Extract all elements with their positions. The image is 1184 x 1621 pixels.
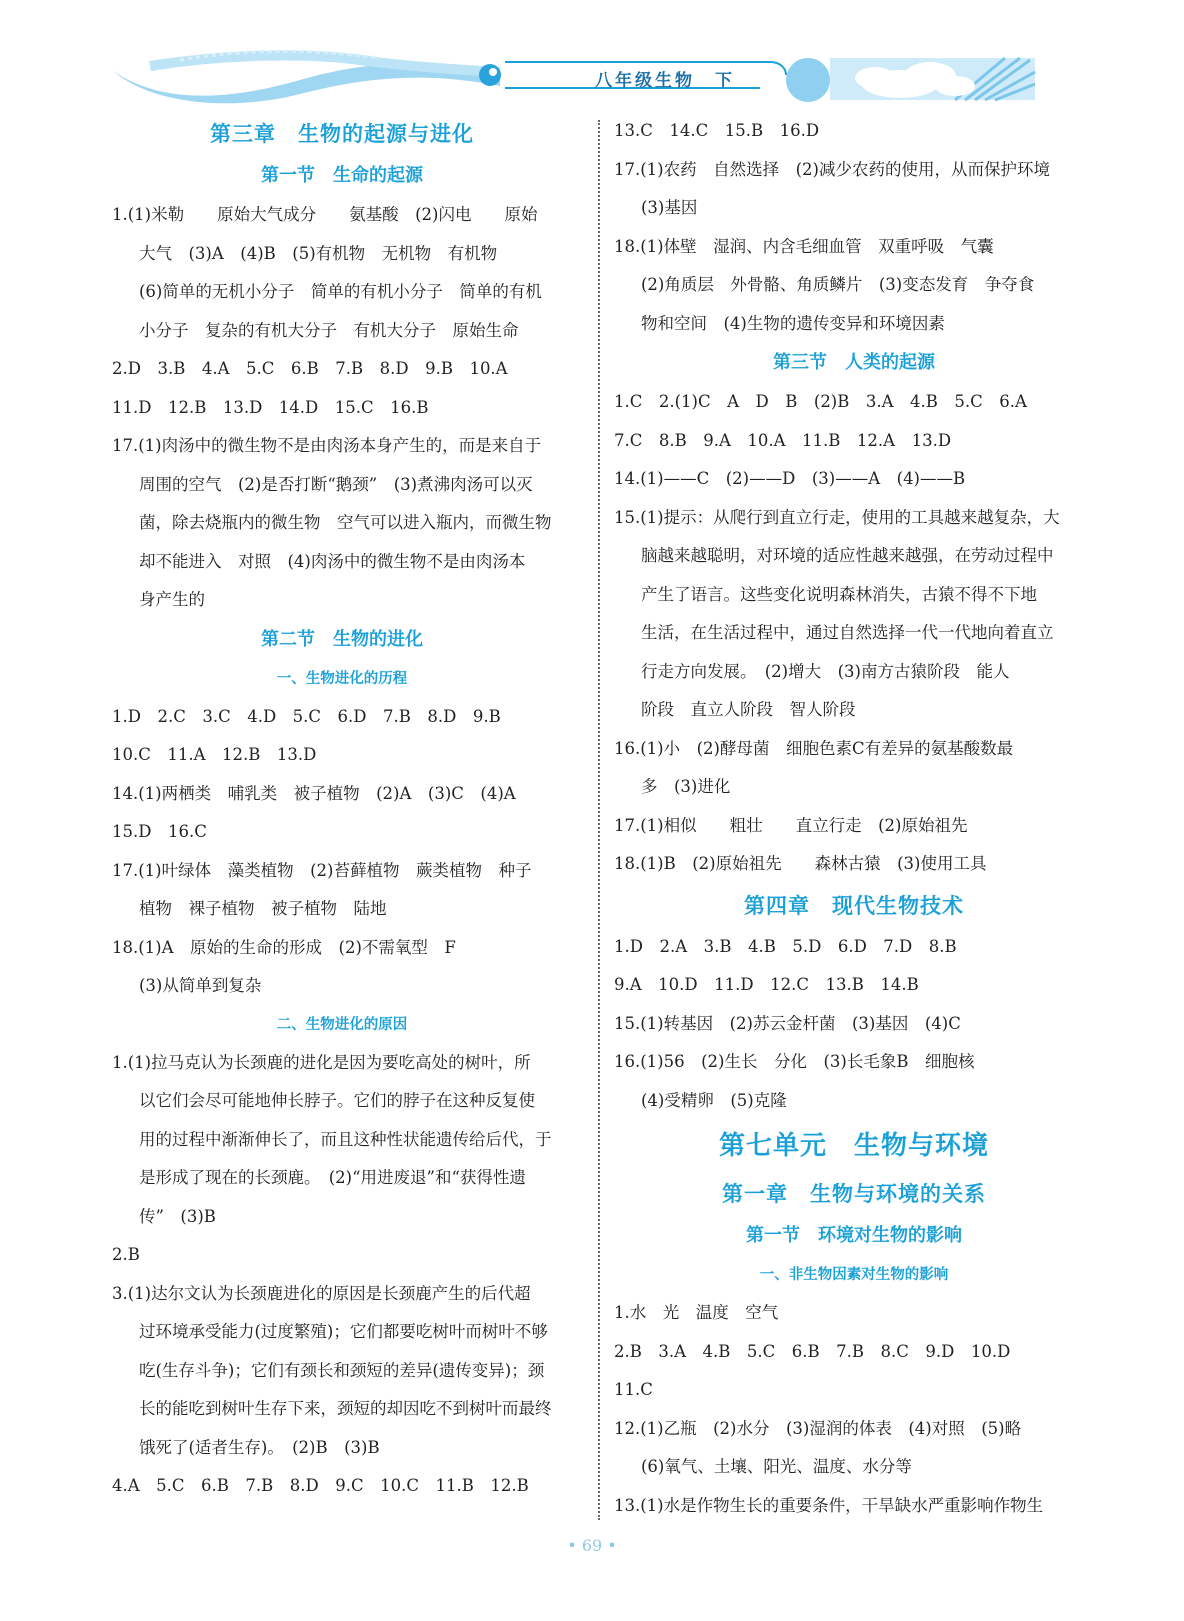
- answer-line: 11.D 12.B 13.D 14.D 15.C 16.B: [112, 397, 429, 417]
- sun-icon: [786, 58, 830, 102]
- answer-line: 10.C 11.A 12.B 13.D: [112, 745, 317, 764]
- answer-line: 15.(1)转基因 (2)苏云金杆菌 (3)基因 (4)C: [614, 1013, 961, 1033]
- section-heading: 第一节 生命的起源: [261, 165, 423, 186]
- answer-continuation-line: 大气 (3)A (4)B (5)有机物 无机物 有机物: [139, 243, 498, 263]
- answer-continuation-line: 行走方向发展。 (2)增大 (3)南方古猿阶段 能人: [641, 661, 1010, 681]
- answer-line: 1.水 光 温度 空气: [614, 1303, 779, 1322]
- answer-continuation-line: 饿死了(适者生存)。 (2)B (3)B: [139, 1437, 380, 1457]
- answer-continuation-line: (2)角质层 外骨骼、角质鳞片 (3)变态发育 争夺食: [641, 275, 1035, 294]
- page-number: • 69 •: [567, 1536, 617, 1555]
- answer-line: 13.C 14.C 15.B 16.D: [614, 121, 820, 140]
- answer-line: 18.(1)B (2)原始祖先 森林古猿 (3)使用工具: [614, 854, 987, 873]
- answer-line: 3.(1)达尔文认为长颈鹿进化的原因是长颈鹿产生的后代超: [112, 1283, 531, 1303]
- answer-continuation-line: 生活，在生活过程中，通过自然选择一代一代地向着直立: [641, 623, 1054, 642]
- answer-line: 1.(1)拉马克认为长颈鹿的进化是因为要吃高处的树叶，所: [112, 1052, 531, 1072]
- chapter-heading: 第四章 现代生物技术: [744, 893, 964, 918]
- left-column: [112, 112, 572, 1506]
- answer-line: 1.D 2.A 3.B 4.B 5.D 6.D 7.D 8.B: [614, 936, 957, 956]
- answer-continuation-line: 身产生的: [139, 590, 205, 609]
- answer-line: 1.C 2.(1)C A D B (2)B 3.A 4.B 5.C 6.A: [614, 392, 1027, 411]
- answer-line: 17.(1)相似 粗壮 直立行走 (2)原始祖先: [614, 815, 968, 835]
- header-title: 八年级生物 下: [595, 71, 735, 91]
- section-heading: 第二节 生物的进化: [261, 628, 423, 650]
- answer-continuation-line: 多 (3)进化: [641, 777, 731, 796]
- chapter-heading: 第一章 生物与环境的关系: [722, 1182, 986, 1206]
- answer-continuation-line: 周围的空气 (2)是否打断“鹅颈” (3)煮沸肉汤可以灭: [139, 474, 533, 494]
- answer-line: 15.(1)提示：从爬行到直立行走，使用的工具越来越复杂，大: [614, 507, 1060, 527]
- answer-continuation-line: 长的能吃到树叶生存下来，颈短的却因吃不到树叶而最终: [139, 1399, 552, 1418]
- answer-continuation-line: (6)简单的无机小分子 简单的有机小分子 简单的有机: [139, 282, 542, 301]
- section-heading: 第三节 人类的起源: [773, 352, 935, 373]
- answer-line: 12.(1)乙瓶 (2)水分 (3)湿润的体表 (4)对照 (5)略: [614, 1418, 1022, 1438]
- unit-heading: 第七单元 生物与环境: [718, 1131, 989, 1161]
- answer-line: 2.D 3.B 4.A 5.C 6.B 7.B 8.D 9.B 10.A: [112, 359, 508, 378]
- answer-continuation-line: 是形成了现在的长颈鹿。 (2)“用进废退”和“获得性遗: [139, 1168, 526, 1187]
- answer-continuation-line: 传” (3)B: [139, 1206, 216, 1226]
- right-column: [614, 112, 1094, 1525]
- answer-continuation-line: 过环境承受能力(过度繁殖)；它们都要吃树叶而树叶不够: [139, 1322, 548, 1341]
- answer-line: 2.B: [112, 1245, 140, 1264]
- column-divider: [598, 120, 600, 1520]
- answer-continuation-line: 阶段 直立人阶段 智人阶段: [641, 700, 856, 719]
- answer-line: 9.A 10.D 11.D 12.C 13.B 14.B: [614, 975, 919, 994]
- section-heading: 第一节 环境对生物的影响: [746, 1225, 962, 1246]
- header-decoration: [0, 0, 1184, 110]
- answer-line: 2.B 3.A 4.B 5.C 6.B 7.B 8.C 9.D 10.D: [614, 1341, 1011, 1361]
- answer-continuation-line: 物和空间 (4)生物的遗传变异和环境因素: [641, 313, 945, 333]
- answer-continuation-line: 却不能进入 对照 (4)肉汤中的微生物不是由肉汤本: [139, 551, 526, 571]
- answer-line: 17.(1)肉汤中的微生物不是由肉汤本身产生的，而是来自于: [112, 436, 542, 455]
- answer-continuation-line: 脑越来越聪明，对环境的适应性越来越强，在劳动过程中: [641, 546, 1054, 565]
- answer-continuation-line: 菌，除去烧瓶内的微生物 空气可以进入瓶内，而微生物: [139, 513, 552, 532]
- answer-continuation-line: 用的过程中渐渐伸长了，而且这种性状能遗传给后代，于: [139, 1129, 552, 1149]
- decorative-dot-icon: [479, 64, 501, 86]
- answer-line: 4.A 5.C 6.B 7.B 8.D 9.C 10.C 11.B 12.B: [112, 1476, 529, 1495]
- answer-line: 1.(1)米勒 原始大气成分 氨基酸 (2)闪电 原始: [112, 205, 538, 224]
- answer-line: 11.C: [614, 1380, 653, 1399]
- answer-continuation-line: 产生了语言。这些变化说明森林消失，古猿不得不下地: [641, 584, 1037, 604]
- answer-line: 14.(1)——C (2)——D (3)——A (4)——B: [614, 469, 966, 488]
- answer-continuation-line: 以它们会尽可能地伸长脖子。它们的脖子在这种反复使: [139, 1091, 535, 1110]
- answer-continuation-line: 吃(生存斗争)；它们有颈长和颈短的差异(遗传变异)；颈: [139, 1360, 545, 1380]
- answer-continuation-line: 植物 裸子植物 被子植物 陆地: [139, 899, 387, 918]
- answer-continuation-line: 小分子 复杂的有机大分子 有机大分子 原始生命: [139, 320, 519, 340]
- answer-line: 1.D 2.C 3.C 4.D 5.C 6.D 7.B 8.D 9.B: [112, 706, 501, 726]
- answer-line: 16.(1)小 (2)酵母菌 细胞色素C有差异的氨基酸数最: [614, 738, 1014, 758]
- answer-continuation-line: (6)氧气、土壤、阳光、温度、水分等: [641, 1457, 912, 1476]
- answer-continuation-line: (3)从简单到复杂: [139, 976, 262, 995]
- subsection-heading: 一、生物进化的历程: [276, 670, 408, 687]
- answer-line: 18.(1)体壁 湿润、内含毛细血管 双重呼吸 气囊: [614, 236, 994, 256]
- answer-line: 7.C 8.B 9.A 10.A 11.B 12.A 13.D: [614, 430, 952, 450]
- answer-line: 18.(1)A 原始的生命的形成 (2)不需氧型 F: [112, 937, 456, 957]
- answer-line: 13.(1)水是作物生长的重要条件，干旱缺水严重影响作物生: [614, 1495, 1044, 1515]
- page-header-banner: [0, 0, 1184, 110]
- answer-line: 17.(1)叶绿体 藻类植物 (2)苔藓植物 蕨类植物 种子: [112, 860, 532, 880]
- answer-line: 15.D 16.C: [112, 822, 207, 841]
- answer-continuation-line: (3)基因: [641, 198, 698, 217]
- chapter-heading: 第三章 生物的起源与进化: [210, 122, 474, 146]
- answer-line: 17.(1)农药 自然选择 (2)减少农药的使用，从而保护环境: [614, 159, 1050, 179]
- answer-continuation-line: (4)受精卵 (5)克隆: [641, 1090, 787, 1110]
- subsection-heading: 一、非生物因素对生物的影响: [759, 1267, 949, 1283]
- answer-line: 16.(1)56 (2)生长 分化 (3)长毛象B 细胞核: [614, 1052, 975, 1071]
- answer-line: 14.(1)两栖类 哺乳类 被子植物 (2)A (3)C (4)A: [112, 783, 516, 803]
- subsection-heading: 二、生物进化的原因: [276, 1016, 408, 1033]
